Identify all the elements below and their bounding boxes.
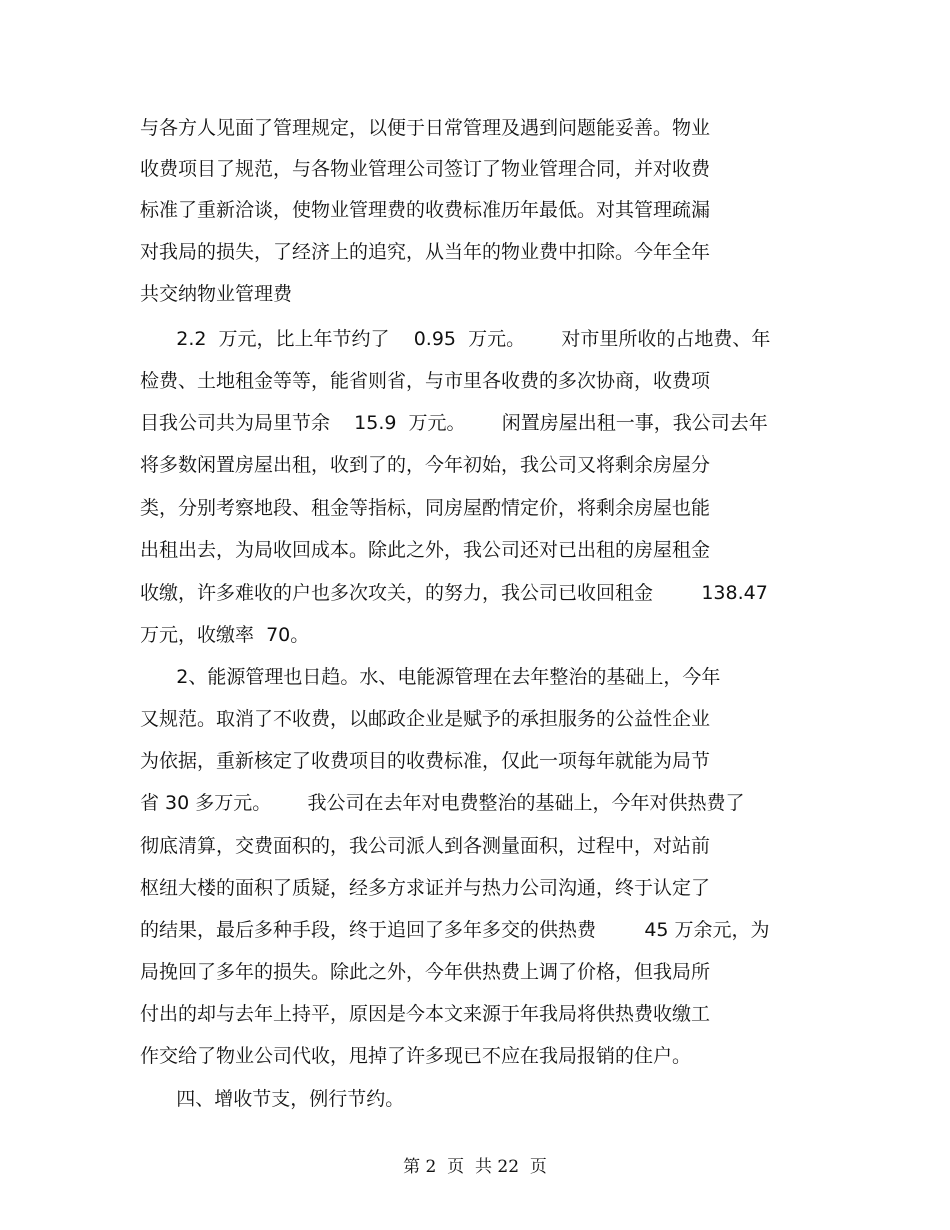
paragraph-line: 为依据，重新核定了收费项目的收费标准，仅此一项每年就能为局节 <box>140 750 711 772</box>
paragraph-line: 万元，收缴率 70。 <box>140 624 310 646</box>
paragraph-line: 与各方人见面了管理规定，以便于日常管理及遇到问题能妥善。物业 <box>140 117 711 139</box>
paragraph-line: 彻底清算，交费面积的，我公司派人到各测量面积，过程中，对站前 <box>140 835 711 857</box>
paragraph-line: 收费项目了规范，与各物业管理公司签订了物业管理合同，并对收费 <box>140 158 711 180</box>
paragraph-line: 2、能源管理也日趋。水、电能源管理在去年整治的基础上，今年 <box>140 666 721 688</box>
page-number-footer: 第 2 页 共 22 页 <box>403 1157 547 1177</box>
paragraph-line: 检费、土地租金等等，能省则省，与市里各收费的多次协商，收费项 <box>140 370 711 392</box>
paragraph-line: 局挽回了多年的损失。除此之外，今年供热费上调了价格，但我局所 <box>140 961 711 983</box>
paragraph-line: 付出的却与去年上持平，原因是今本文来源于年我局将供热费收缴工 <box>140 1003 711 1025</box>
paragraph-line: 共交纳物业管理费 <box>140 283 293 305</box>
paragraph-line: 标准了重新洽谈，使物业管理费的收费标准历年最低。对其管理疏漏 <box>140 199 711 221</box>
paragraph-line: 省 30 多万元。 我公司在去年对电费整治的基础上，今年对供热费了 <box>140 792 745 814</box>
paragraph-line: 收缴，许多难收的户也多次攻关，的努力，我公司已收回租金 138.47 <box>140 582 768 604</box>
paragraph-line: 2.2 万元，比上年节约了 0.95 万元。 对市里所收的占地费、年 <box>140 328 771 350</box>
paragraph-line: 四、增收节支，例行节约。 <box>140 1088 405 1110</box>
paragraph-line: 枢纽大楼的面积了质疑，经多方求证并与热力公司沟通，终于认定了 <box>140 877 711 899</box>
paragraph-line: 对我局的损失，了经济上的追究，从当年的物业费中扣除。今年全年 <box>140 241 711 263</box>
paragraph-line: 出租出去，为局收回成本。除此之外，我公司还对已出租的房屋租金 <box>140 539 711 561</box>
paragraph-line: 将多数闲置房屋出租，收到了的，今年初始，我公司又将剩余房屋分 <box>140 454 711 476</box>
paragraph-line: 的结果，最后多种手段，终于追回了多年多交的供热费 45 万余元，为 <box>140 919 770 941</box>
paragraph-line: 目我公司共为局里节余 15.9 万元。 闲置房屋出租一事，我公司去年 <box>140 412 768 434</box>
paragraph-line: 又规范。取消了不收费，以邮政企业是赋予的承担服务的公益性企业 <box>140 708 711 730</box>
paragraph-line: 作交给了物业公司代收，甩掉了许多现已不应在我局报销的住户。 <box>140 1045 692 1067</box>
paragraph-line: 类，分别考察地段、租金等指标，同房屋酌情定价，将剩余房屋也能 <box>140 497 711 519</box>
